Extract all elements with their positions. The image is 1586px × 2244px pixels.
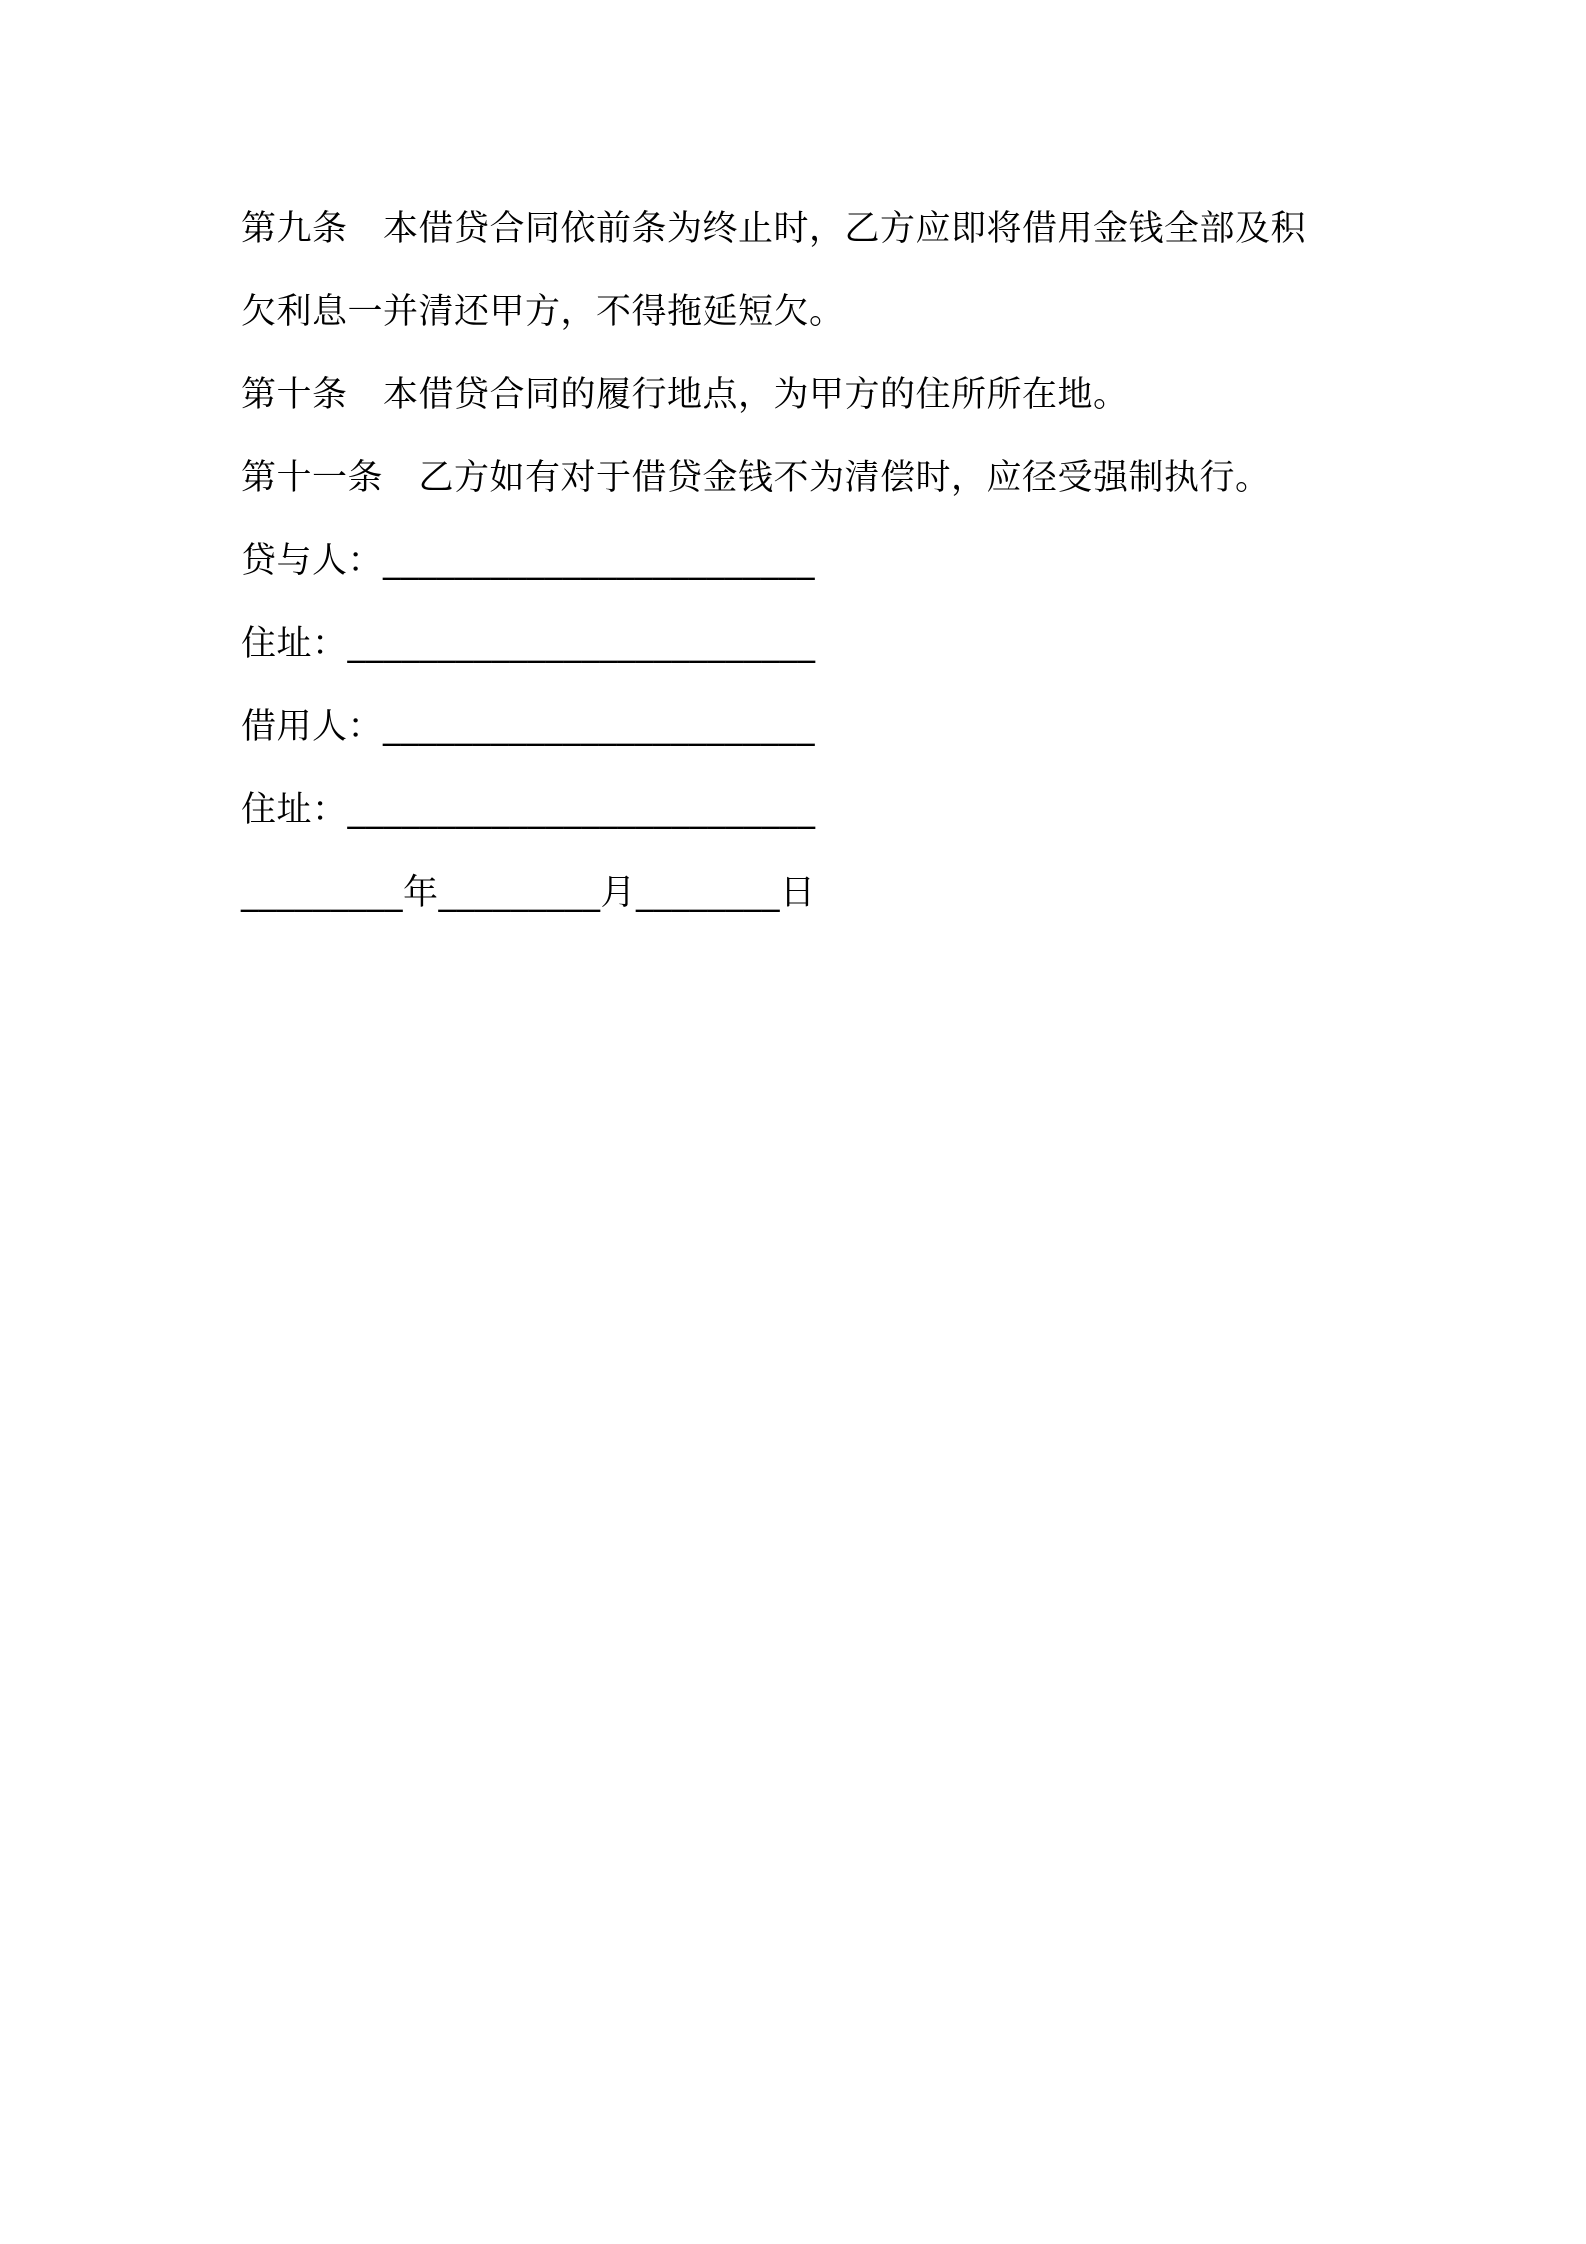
article-9-line-2: 欠利息一并清还甲方，不得拖延短欠。 xyxy=(241,292,845,332)
article-9-line-1: 第九条 本借贷合同依前条为终止时，乙方应即将借用金钱全部及积 xyxy=(241,209,1307,249)
date-line: _________年_________月________日 xyxy=(241,873,816,913)
article-11: 第十一条 乙方如有对于借贷金钱不为清偿时，应径受强制执行。 xyxy=(241,458,1271,498)
article-10: 第十条 本借贷合同的履行地点，为甲方的住所所在地。 xyxy=(241,375,1129,415)
lender-address-line: 住址：__________________________ xyxy=(241,624,816,664)
borrower-address-line: 住址：__________________________ xyxy=(241,790,816,830)
borrower-signature-line: 借用人：________________________ xyxy=(241,707,816,747)
lender-signature-line: 贷与人：________________________ xyxy=(241,541,816,581)
